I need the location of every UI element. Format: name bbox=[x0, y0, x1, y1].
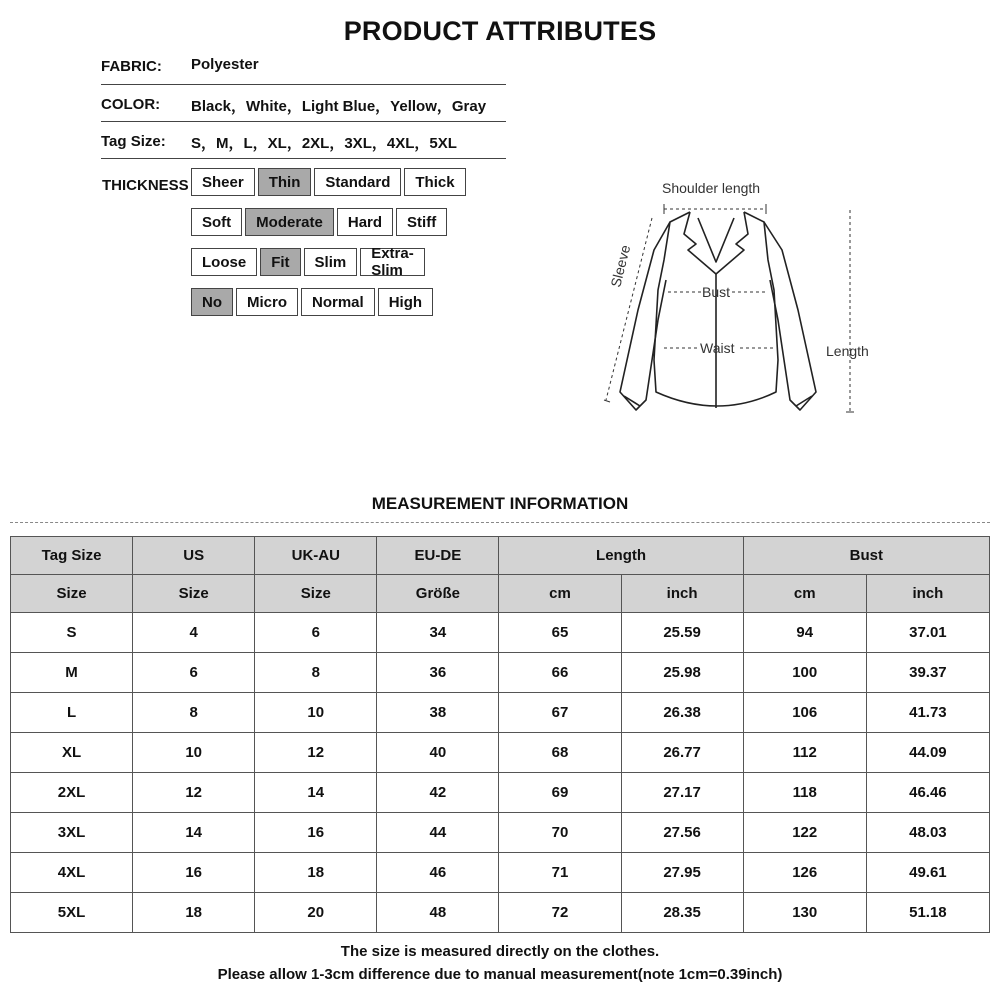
table-cell: 6 bbox=[255, 613, 377, 653]
table-row bbox=[11, 733, 990, 773]
table-cell: 14 bbox=[255, 773, 377, 813]
table-cell: 25.59 bbox=[621, 613, 743, 653]
table-cell: 26.77 bbox=[621, 733, 743, 773]
table-cell: 72 bbox=[499, 893, 621, 933]
header-cell: Size bbox=[11, 575, 133, 613]
table-cell: 36 bbox=[377, 653, 499, 693]
header-cell: Bust bbox=[743, 537, 989, 575]
table-cell: 8 bbox=[255, 653, 377, 693]
table-cell: 3XL bbox=[11, 813, 133, 853]
table-cell: 65 bbox=[499, 613, 621, 653]
table-row bbox=[11, 813, 990, 853]
table-cell: 42 bbox=[377, 773, 499, 813]
table-row bbox=[11, 773, 990, 813]
header-cell: EU-DE bbox=[377, 537, 499, 575]
table-cell: 34 bbox=[377, 613, 499, 653]
table-cell: 106 bbox=[743, 693, 866, 733]
header-cell: Größe bbox=[377, 575, 499, 613]
fabric-value: Polyester bbox=[191, 56, 259, 73]
table-cell: 27.56 bbox=[621, 813, 743, 853]
table-cell: 14 bbox=[133, 813, 255, 853]
table-cell: 20 bbox=[255, 893, 377, 933]
oft-option: Normal bbox=[301, 288, 375, 316]
table-cell: 100 bbox=[743, 653, 866, 693]
table-row bbox=[11, 653, 990, 693]
table-cell: 44 bbox=[377, 813, 499, 853]
table-cell: 130 bbox=[743, 893, 866, 933]
header-row-2 bbox=[11, 575, 990, 613]
table-cell: 37.01 bbox=[866, 613, 989, 653]
header-cell: inch bbox=[866, 575, 989, 613]
attribute-color bbox=[101, 85, 506, 122]
table-cell: S bbox=[11, 613, 133, 653]
waist-label: Waist bbox=[700, 340, 735, 356]
table-cell: 26.38 bbox=[621, 693, 743, 733]
table-cell: 118 bbox=[743, 773, 866, 813]
length-dimension bbox=[846, 210, 854, 412]
table-cell: 38 bbox=[377, 693, 499, 733]
type-option: Slim bbox=[304, 248, 358, 276]
table-cell: 68 bbox=[499, 733, 621, 773]
table-cell: 27.95 bbox=[621, 853, 743, 893]
table-row bbox=[11, 613, 990, 653]
header-cell: US bbox=[133, 537, 255, 575]
table-body bbox=[11, 613, 990, 933]
thickness-option: Thin bbox=[258, 168, 312, 196]
touch-option: Soft bbox=[191, 208, 242, 236]
table-cell: 126 bbox=[743, 853, 866, 893]
measurement-title: MEASUREMENT INFORMATION bbox=[371, 494, 629, 513]
table-cell: 12 bbox=[133, 773, 255, 813]
fabric-label: FABRIC: bbox=[101, 58, 162, 75]
type-option: Extra-Slim bbox=[360, 248, 425, 276]
oft-option: High bbox=[378, 288, 433, 316]
table-cell: 48.03 bbox=[866, 813, 989, 853]
shoulder-length-label: Shoulder length bbox=[662, 180, 761, 196]
bust-label: Bust bbox=[702, 284, 731, 300]
attribute-tag-size bbox=[101, 122, 506, 159]
color-value: Black，White，Light Blue，Yellow，Gray bbox=[191, 98, 487, 115]
table-cell: 12 bbox=[255, 733, 377, 773]
table-cell: 5XL bbox=[11, 893, 133, 933]
table-cell: 44.09 bbox=[866, 733, 989, 773]
color-label: COLOR: bbox=[101, 96, 161, 113]
table-cell: 6 bbox=[133, 653, 255, 693]
table-cell: 18 bbox=[255, 853, 377, 893]
thickness-label: THICKNESS bbox=[102, 177, 189, 194]
table-cell: 16 bbox=[133, 853, 255, 893]
table-cell: L bbox=[11, 693, 133, 733]
header-cell: Size bbox=[133, 575, 255, 613]
header-cell: cm bbox=[499, 575, 621, 613]
type-option: Loose bbox=[191, 248, 257, 276]
note-measured: The size is measured directly on the clothes. bbox=[340, 943, 660, 960]
header-cell: Length bbox=[499, 537, 743, 575]
thickness-option: Standard bbox=[314, 168, 401, 196]
table-cell: 40 bbox=[377, 733, 499, 773]
jacket-outline bbox=[620, 212, 816, 410]
type-option: Fit bbox=[260, 248, 300, 276]
table-cell: 10 bbox=[255, 693, 377, 733]
note-difference: Please allow 1-3cm difference due to manual measurement(note 1cm=0.39inch) bbox=[217, 966, 783, 983]
table-cell: 67 bbox=[499, 693, 621, 733]
oft-option: Micro bbox=[236, 288, 298, 316]
shoulder-dimension bbox=[664, 204, 766, 214]
sleeve-label: Sleeve bbox=[607, 243, 634, 289]
table-cell: 28.35 bbox=[621, 893, 743, 933]
dotted-divider bbox=[10, 522, 990, 523]
touch-options bbox=[191, 208, 447, 236]
table-cell: 48 bbox=[377, 893, 499, 933]
table-cell: 51.18 bbox=[866, 893, 989, 933]
touch-option: Stiff bbox=[396, 208, 447, 236]
thickness-options bbox=[191, 168, 466, 196]
oft-options bbox=[191, 288, 433, 316]
table-row bbox=[11, 893, 990, 933]
sleeve-dimension bbox=[604, 218, 652, 402]
table-cell: 8 bbox=[133, 693, 255, 733]
table-cell: 69 bbox=[499, 773, 621, 813]
header-cell: inch bbox=[621, 575, 743, 613]
table-cell: 66 bbox=[499, 653, 621, 693]
header-cell: Size bbox=[255, 575, 377, 613]
table-cell: 122 bbox=[743, 813, 866, 853]
table-cell: XL bbox=[11, 733, 133, 773]
table-cell: 16 bbox=[255, 813, 377, 853]
touch-option: Moderate bbox=[245, 208, 334, 236]
touch-option: Hard bbox=[337, 208, 393, 236]
attribute-fabric bbox=[101, 48, 506, 85]
jacket-measurement-diagram bbox=[598, 170, 888, 420]
tag-size-label: Tag Size: bbox=[101, 133, 166, 150]
oft-option: No bbox=[191, 288, 233, 316]
table-cell: 25.98 bbox=[621, 653, 743, 693]
table-cell: M bbox=[11, 653, 133, 693]
header-cell: cm bbox=[743, 575, 866, 613]
header-row-1 bbox=[11, 537, 990, 575]
page-title: PRODUCT ATTRIBUTES bbox=[343, 16, 657, 46]
header-cell: UK-AU bbox=[255, 537, 377, 575]
table-cell: 4 bbox=[133, 613, 255, 653]
table-cell: 4XL bbox=[11, 853, 133, 893]
length-label: Length bbox=[826, 343, 869, 359]
table-cell: 70 bbox=[499, 813, 621, 853]
tag-size-value: S，M，L，XL，2XL，3XL，4XL，5XL bbox=[191, 135, 457, 152]
header-cell: Tag Size bbox=[11, 537, 133, 575]
table-cell: 46.46 bbox=[866, 773, 989, 813]
measurement-table bbox=[10, 536, 990, 933]
table-cell: 39.37 bbox=[866, 653, 989, 693]
table-cell: 41.73 bbox=[866, 693, 989, 733]
table-cell: 18 bbox=[133, 893, 255, 933]
table-cell: 2XL bbox=[11, 773, 133, 813]
table-cell: 27.17 bbox=[621, 773, 743, 813]
table-cell: 46 bbox=[377, 853, 499, 893]
type-options bbox=[191, 245, 425, 279]
table-cell: 49.61 bbox=[866, 853, 989, 893]
thickness-option: Thick bbox=[404, 168, 465, 196]
table-cell: 71 bbox=[499, 853, 621, 893]
table-cell: 112 bbox=[743, 733, 866, 773]
thickness-option: Sheer bbox=[191, 168, 255, 196]
table-row bbox=[11, 853, 990, 893]
table-cell: 94 bbox=[743, 613, 866, 653]
table-cell: 10 bbox=[133, 733, 255, 773]
table-row bbox=[11, 693, 990, 733]
